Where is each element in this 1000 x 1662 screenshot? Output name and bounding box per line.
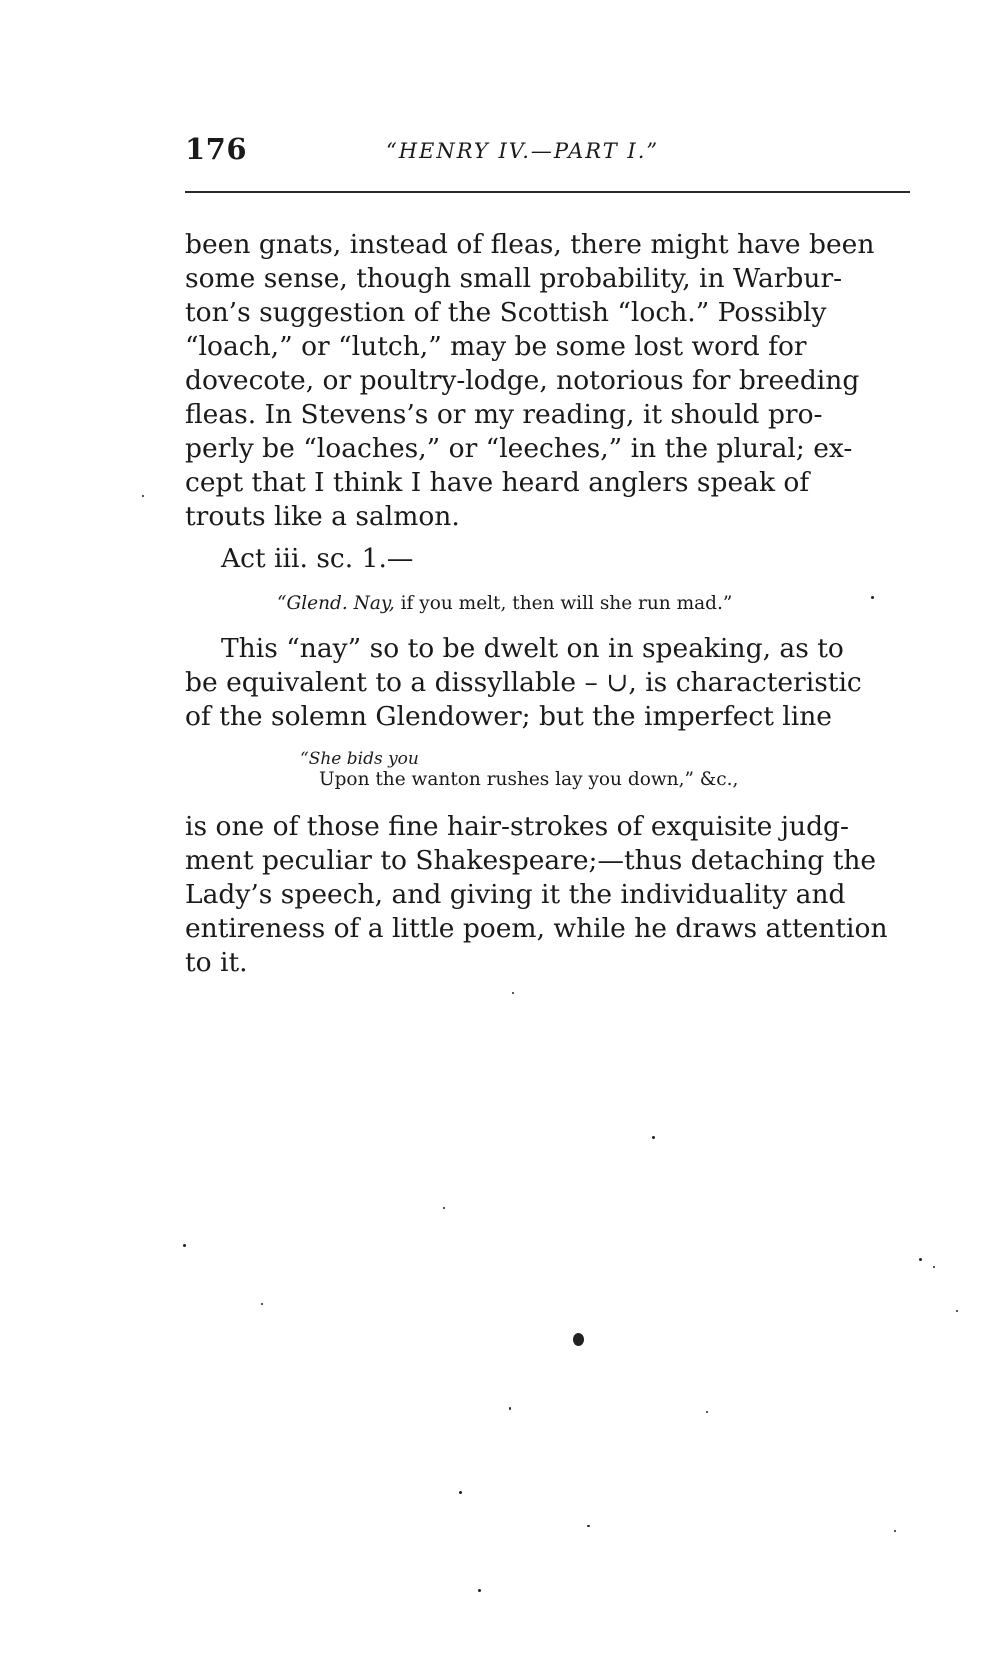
quote-rest: if you melt, then will she run mad.”: [400, 593, 733, 614]
paragraph-3-line-5: to it.: [185, 947, 248, 978]
paragraph-1-line-6: fleas. In Stevens’s or my reading, it should pro-: [185, 399, 823, 430]
scan-speck: [512, 992, 514, 994]
scan-speck: [573, 1333, 584, 1346]
paragraph-2-line-3: of the solemn Glendower; but the imperfect line: [185, 701, 832, 732]
scan-speck: [509, 1407, 511, 1410]
paragraph-1-line-2: some sense, though small probability, in Warbur-: [185, 263, 843, 294]
scan-speck: [933, 1266, 935, 1268]
paragraph-1-line-3: ton’s suggestion of the Scottish “loch.” Possibly: [185, 297, 827, 328]
header-rule: [185, 191, 910, 193]
running-head: “HENRY IV.—PART I.”: [386, 139, 660, 163]
quote-speaker: “Glend.: [277, 593, 348, 614]
lady-quote-line-1: “She bids you: [300, 749, 419, 769]
scan-speck: [587, 1525, 590, 1527]
act-reference: Act iii. sc. 1.—: [221, 543, 414, 574]
scan-speck: [183, 1244, 186, 1247]
scan-speck: [894, 1530, 896, 1532]
scan-speck: [261, 1303, 263, 1305]
scan-speck: [443, 1207, 445, 1209]
scan-speck: [478, 1589, 481, 1592]
scan-speck: [919, 1258, 922, 1261]
lady-quote-line-2: Upon the wanton rushes lay you down,” &c.,: [319, 769, 739, 790]
paragraph-3-line-1: is one of those fine hair-strokes of exquisite judg-: [185, 811, 849, 842]
paragraph-1-line-4: “loach,” or “lutch,” may be some lost word for: [185, 331, 807, 362]
paragraph-3-line-4: entireness of a little poem, while he draws attention: [185, 913, 888, 944]
page-header: [185, 132, 910, 172]
paragraph-3-line-2: ment peculiar to Shakespeare;—thus detaching the: [185, 845, 877, 876]
scan-speck: [652, 1136, 655, 1139]
paragraph-2-line-1: This “nay” so to be dwelt on in speaking, as to: [221, 633, 844, 664]
paragraph-1-line-9: trouts like a salmon.: [185, 501, 460, 532]
scan-speck: [871, 596, 874, 599]
page-number: 176: [185, 132, 248, 166]
paragraph-1-line-7: perly be “loaches,” or “leeches,” in the plural; ex-: [185, 433, 853, 464]
scan-speck: [142, 495, 144, 497]
glendower-quote: [277, 592, 732, 616]
scan-speck: [459, 1491, 462, 1494]
quote-nay: Nay,: [353, 593, 395, 614]
paragraph-1-line-8: cept that I think I have heard anglers speak of: [185, 467, 810, 498]
scan-speck: [956, 1310, 958, 1312]
paragraph-1-line-1: been gnats, instead of fleas, there might have been: [185, 229, 875, 260]
paragraph-2-line-2: be equivalent to a dissyllable – ∪, is characteristic: [185, 667, 862, 698]
scan-speck: [706, 1411, 708, 1413]
paragraph-3-line-3: Lady’s speech, and giving it the individuality and: [185, 879, 846, 910]
paragraph-1-line-5: dovecote, or poultry-lodge, notorious for breeding: [185, 365, 860, 396]
